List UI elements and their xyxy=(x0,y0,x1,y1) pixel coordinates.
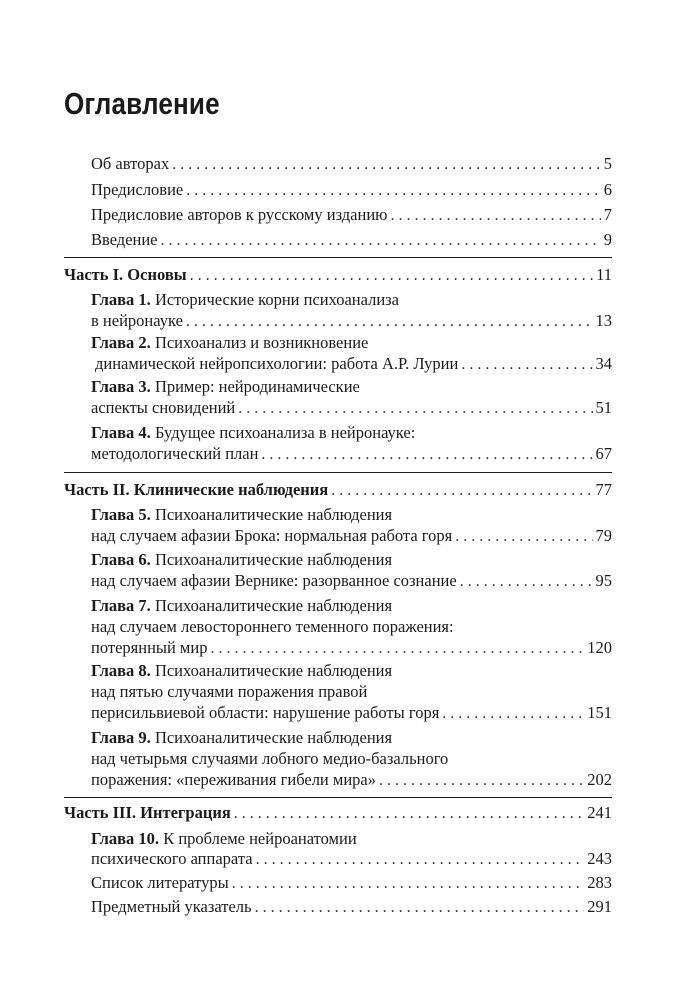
dot-leader xyxy=(186,181,601,201)
page-title: Оглавление xyxy=(64,86,220,121)
toc-entry[interactable] xyxy=(91,398,612,419)
dot-leader xyxy=(172,155,601,175)
entry-text: методологический план xyxy=(91,444,259,463)
entry-text: потерянный мир xyxy=(91,638,208,657)
entry-text: динамической нейропсихологии: работа А.Р. Лурии xyxy=(95,354,459,373)
entry-text: аспекты сновидений xyxy=(91,398,236,417)
entry-text: в нейронауке xyxy=(91,311,183,330)
dot-leader xyxy=(256,850,585,870)
page-number: 151 xyxy=(587,703,612,722)
chapter-heading[interactable] xyxy=(91,505,392,525)
section-divider xyxy=(64,257,612,258)
toc-entry[interactable] xyxy=(91,205,612,226)
toc-entry[interactable] xyxy=(91,230,612,251)
part-title: Часть I. Основы xyxy=(64,265,187,284)
entry-text: Введение xyxy=(91,230,158,249)
page-number: 79 xyxy=(595,526,612,545)
page-number: 6 xyxy=(603,180,612,199)
chapter-title: Психоаналитические наблюдения xyxy=(154,728,393,747)
page-number: 34 xyxy=(595,354,612,373)
toc-part-entry[interactable] xyxy=(64,480,612,501)
page-number: 120 xyxy=(587,638,612,657)
section-divider xyxy=(64,797,612,798)
chapter-title: Психоанализ и возникновение xyxy=(154,333,369,352)
entry-text: психического аппарата xyxy=(91,849,253,868)
page-number: 95 xyxy=(595,571,612,590)
entry-text: Список литературы xyxy=(91,873,229,892)
entry-text: перисильвиевой области: нарушение работы горя xyxy=(91,703,440,722)
page-number: 5 xyxy=(603,154,612,173)
toc-entry[interactable] xyxy=(91,571,612,592)
chapter-heading[interactable] xyxy=(91,423,415,443)
dot-leader xyxy=(186,312,593,332)
toc-entry[interactable] xyxy=(91,526,612,547)
page-number: 7 xyxy=(603,205,612,224)
toc-entry[interactable] xyxy=(91,444,612,465)
chapter-heading[interactable] xyxy=(91,550,392,570)
toc-entry[interactable] xyxy=(91,770,612,791)
toc-entry[interactable] xyxy=(91,154,612,175)
dot-leader xyxy=(461,355,592,375)
chapter-title: Будущее психоанализа в нейронауке: xyxy=(154,423,416,442)
page-number: 67 xyxy=(595,444,612,463)
dot-leader xyxy=(261,445,592,465)
toc-part-entry[interactable] xyxy=(64,803,612,824)
chapter-label: Глава 6. xyxy=(91,550,151,569)
toc-part-entry[interactable] xyxy=(64,265,612,286)
entry-text: над случаем афазии Вернике: разорванное сознание xyxy=(91,571,457,590)
chapter-title-continued: над случаем левостороннего теменного поражения: xyxy=(91,617,454,636)
dot-leader xyxy=(190,266,594,286)
chapter-label: Глава 7. xyxy=(91,596,151,615)
dot-leader xyxy=(331,481,592,501)
dot-leader xyxy=(379,771,584,791)
part-title: Часть II. Клинические наблюдения xyxy=(64,480,329,499)
chapter-label: Глава 9. xyxy=(91,728,151,747)
page-number: 9 xyxy=(603,230,612,249)
entry-text: над случаем афазии Брока: нормальная работа горя xyxy=(91,526,453,545)
chapter-label: Глава 3. xyxy=(91,377,151,396)
page-number: 291 xyxy=(587,897,612,916)
chapter-title-continued: над четырьмя случаями лобного медио-базального xyxy=(91,749,449,768)
dot-leader xyxy=(161,231,601,251)
chapter-title: К проблеме нейроанатомии xyxy=(163,829,357,848)
chapter-title-continued: над пятью случаями поражения правой xyxy=(91,682,368,701)
chapter-title: Психоаналитические наблюдения xyxy=(154,550,393,569)
toc-entry[interactable] xyxy=(95,354,612,375)
chapter-label: Глава 5. xyxy=(91,505,151,524)
toc-entry[interactable] xyxy=(91,703,612,724)
page-number: 283 xyxy=(587,873,612,892)
section-divider xyxy=(64,472,612,473)
chapter-heading[interactable] xyxy=(91,728,392,748)
chapter-heading[interactable] xyxy=(91,829,357,849)
dot-leader xyxy=(442,704,584,724)
toc-entry[interactable] xyxy=(91,849,612,870)
page-number: 13 xyxy=(595,311,612,330)
dot-leader xyxy=(455,527,592,547)
chapter-label: Глава 4. xyxy=(91,423,151,442)
chapter-heading[interactable] xyxy=(91,377,360,397)
entry-text: Предметный указатель xyxy=(91,897,252,916)
toc-entry[interactable] xyxy=(91,873,612,894)
chapter-label: Глава 2. xyxy=(91,333,151,352)
entry-text: Предисловие авторов к русскому изданию xyxy=(91,205,388,224)
chapter-heading[interactable] xyxy=(91,596,392,616)
dot-leader xyxy=(391,206,601,226)
chapter-title: Психоаналитические наблюдения xyxy=(154,596,393,615)
page-number: 11 xyxy=(596,265,612,284)
toc-entry[interactable] xyxy=(91,638,612,659)
dot-leader xyxy=(238,399,592,419)
chapter-title: Исторические корни психоанализа xyxy=(154,290,399,309)
dot-leader xyxy=(210,639,584,659)
toc-entry[interactable] xyxy=(91,897,612,918)
chapter-heading[interactable] xyxy=(91,290,399,310)
entry-text: Об авторах xyxy=(91,154,170,173)
chapter-label: Глава 10. xyxy=(91,829,160,848)
dot-leader xyxy=(255,898,585,918)
chapter-title: Пример: нейродинамические xyxy=(154,377,360,396)
page-number: 77 xyxy=(595,480,612,499)
part-title: Часть III. Интеграция xyxy=(64,803,231,822)
entry-text: поражения: «переживания гибели мира» xyxy=(91,770,376,789)
entry-text: Предисловие xyxy=(91,180,184,199)
chapter-label: Глава 1. xyxy=(91,290,151,309)
page-number: 202 xyxy=(587,770,612,789)
chapter-label: Глава 8. xyxy=(91,661,151,680)
chapter-title: Психоаналитические наблюдения xyxy=(154,505,393,524)
page-number: 241 xyxy=(587,803,612,822)
page-number: 51 xyxy=(595,398,612,417)
dot-leader xyxy=(232,874,585,894)
chapter-heading[interactable] xyxy=(91,333,368,353)
chapter-heading[interactable] xyxy=(91,661,392,681)
dot-leader xyxy=(460,572,593,592)
toc-entry[interactable] xyxy=(91,180,612,201)
toc-entry[interactable] xyxy=(91,311,612,332)
page-number: 243 xyxy=(587,849,612,868)
chapter-title: Психоаналитические наблюдения xyxy=(154,661,393,680)
dot-leader xyxy=(234,804,584,824)
